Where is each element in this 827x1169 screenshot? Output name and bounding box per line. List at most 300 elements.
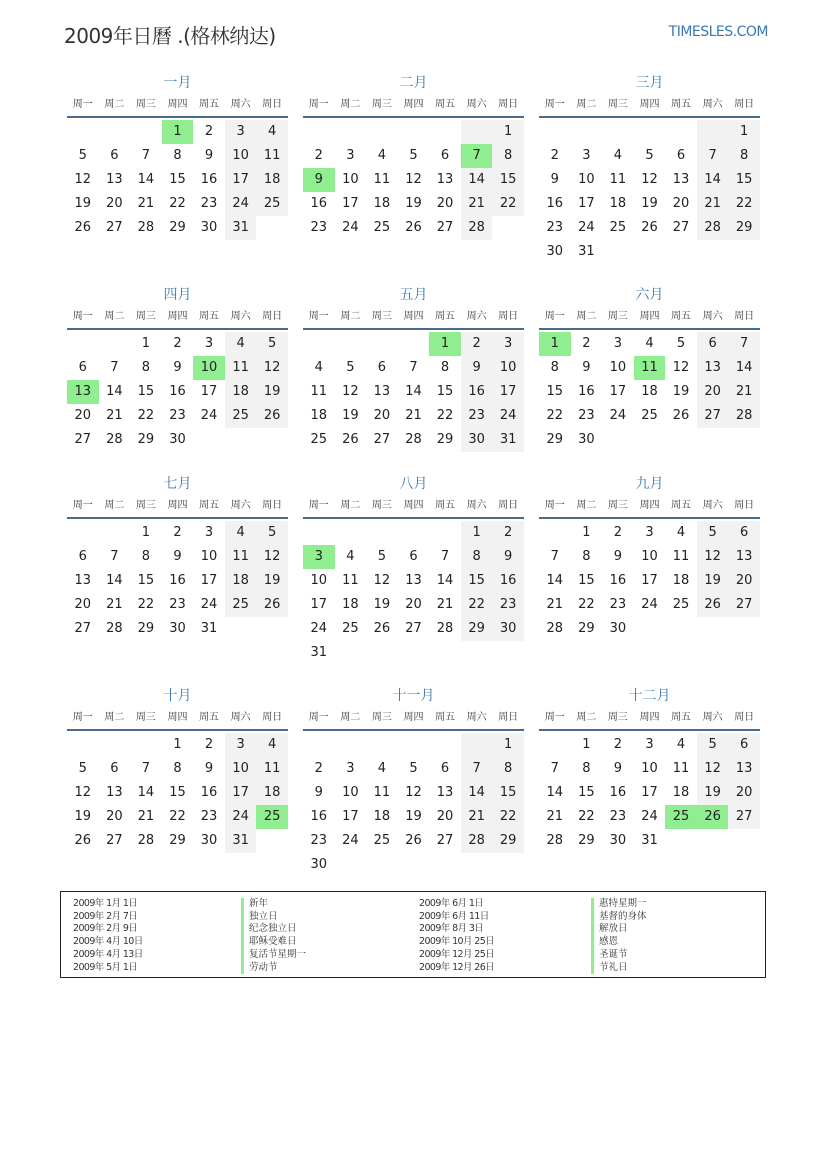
empty-cell: [225, 428, 257, 452]
day-cell: 24: [200, 408, 218, 423]
day-cell: 14: [405, 384, 422, 399]
day-cell: 2: [582, 336, 591, 351]
day-cell: 2: [314, 148, 323, 163]
day-cell: 8: [582, 549, 591, 564]
day-cell: 17: [492, 380, 524, 404]
month-title: 二月: [399, 75, 428, 91]
weekday-label: 周四: [403, 500, 424, 511]
day-cell: 22: [137, 408, 155, 423]
day-cell: 31: [225, 829, 257, 853]
day-cell: 11: [256, 757, 288, 781]
day-cell: 23: [609, 597, 627, 612]
week-row: [539, 593, 760, 617]
day-cell: 11: [373, 172, 391, 187]
weekday-label: 周二: [576, 99, 597, 110]
day-cell: 16: [169, 573, 186, 588]
weekday-label: 周二: [340, 311, 361, 322]
empty-cell: [303, 733, 335, 757]
day-cell: 31: [492, 428, 524, 452]
day-cell: 4: [676, 737, 686, 752]
day-cell: 14: [697, 168, 729, 192]
empty-cell: [335, 853, 367, 877]
day-cell: 25: [342, 621, 359, 636]
week-row: [539, 428, 760, 452]
week-row: [67, 781, 288, 805]
day-cell: 11: [225, 356, 257, 380]
weekday-label: 周一: [544, 500, 565, 511]
weekday-label: 周二: [104, 712, 125, 723]
page-title: 2009年日曆 .(格林纳达): [64, 24, 276, 48]
day-cell: 7: [461, 144, 493, 168]
day-cell: 7: [550, 549, 559, 564]
day-cell: 27: [436, 833, 454, 848]
empty-cell: [665, 240, 697, 264]
empty-cell: [67, 733, 99, 757]
day-cell: 16: [546, 196, 564, 211]
day-cell: 9: [492, 545, 524, 569]
day-cell: 26: [256, 404, 288, 428]
day-cell: 25: [373, 220, 391, 235]
day-cell: 9: [204, 761, 214, 776]
week-row: [303, 781, 524, 805]
week-row: [67, 593, 288, 617]
day-cell: 23: [310, 833, 328, 848]
day-cell: 7: [440, 549, 450, 564]
day-cell: 3: [613, 336, 623, 351]
holiday-name: 节礼日: [591, 962, 647, 975]
day-cell: 25: [609, 220, 627, 235]
day-cell: 5: [676, 336, 686, 351]
week-row: [539, 829, 760, 853]
day-cell: 5: [697, 521, 729, 545]
empty-cell: [461, 120, 493, 144]
day-cell: 20: [373, 408, 391, 423]
day-cell: 20: [728, 569, 760, 593]
week-row: [539, 617, 760, 641]
day-cell: 16: [200, 785, 218, 800]
empty-cell: [634, 240, 666, 264]
day-cell: 10: [193, 356, 225, 380]
day-cell: 27: [728, 593, 760, 617]
empty-cell: [429, 521, 461, 545]
day-cell: 8: [461, 545, 493, 569]
empty-cell: [492, 853, 524, 877]
day-cell: 25: [641, 408, 658, 423]
week-row: [67, 733, 288, 757]
day-cell: 3: [204, 525, 214, 540]
month-10: [67, 685, 288, 853]
week-row: [303, 805, 524, 829]
weekday-label: 周二: [104, 500, 125, 511]
week-row: [67, 356, 288, 380]
week-row: [303, 380, 524, 404]
empty-cell: [99, 332, 131, 356]
week-row: [67, 617, 288, 641]
weekday-label: 周一: [544, 99, 565, 110]
month-title: 五月: [399, 287, 428, 303]
holiday-date: 2009年 8月 3日: [419, 923, 484, 935]
day-cell: 7: [461, 757, 493, 781]
holiday-name: 独立日: [241, 911, 306, 924]
day-cell: 13: [728, 545, 760, 569]
day-cell: 7: [141, 761, 151, 776]
empty-cell: [697, 829, 729, 853]
holiday-name: 惠特星期一: [591, 898, 647, 911]
day-cell: 5: [409, 761, 418, 776]
day-cell: 28: [546, 833, 564, 848]
empty-cell: [665, 120, 697, 144]
weekday-label: 周五: [671, 500, 692, 511]
day-cell: 5: [409, 148, 418, 163]
day-cell: 26: [672, 408, 690, 423]
day-cell: 17: [641, 785, 658, 800]
week-row: [539, 168, 760, 192]
day-cell: 24: [578, 220, 595, 235]
empty-cell: [398, 521, 430, 545]
day-cell: 18: [609, 196, 627, 211]
day-cell: 14: [546, 785, 564, 800]
day-cell: 17: [225, 781, 257, 805]
day-cell: 31: [200, 621, 218, 636]
day-cell: 7: [141, 148, 151, 163]
day-cell: 5: [78, 148, 87, 163]
day-cell: 18: [373, 809, 391, 824]
weekday-label: 周日: [498, 311, 519, 322]
day-cell: 22: [169, 196, 186, 211]
day-cell: 21: [697, 192, 729, 216]
empty-cell: [398, 733, 430, 757]
day-cell: 2: [461, 332, 493, 356]
day-cell: 9: [582, 360, 591, 375]
day-cell: 8: [550, 360, 559, 375]
weekday-label: 周三: [135, 99, 156, 110]
empty-cell: [130, 120, 162, 144]
day-cell: 11: [256, 144, 288, 168]
weekday-label: 周四: [639, 99, 660, 110]
holiday-names-left: [241, 898, 306, 974]
month-title: 十月: [163, 688, 192, 704]
day-cell: 6: [728, 521, 760, 545]
day-cell: 13: [373, 384, 391, 399]
day-cell: 22: [728, 192, 760, 216]
empty-cell: [398, 641, 430, 665]
holiday-name: 基督的身体: [591, 911, 647, 924]
empty-cell: [67, 332, 99, 356]
day-cell: 9: [173, 360, 182, 375]
day-cell: 6: [110, 761, 119, 776]
month-title: 六月: [635, 287, 664, 303]
month-5: [303, 284, 524, 452]
month-title: 三月: [635, 75, 664, 91]
holiday-date: 2009年 2月 9日: [73, 923, 138, 935]
empty-cell: [303, 521, 335, 545]
empty-cell: [366, 733, 398, 757]
day-cell: 12: [672, 360, 690, 375]
day-cell: 21: [461, 805, 493, 829]
day-cell: 8: [173, 148, 182, 163]
day-cell: 12: [256, 545, 288, 569]
day-cell: 4: [377, 761, 387, 776]
day-cell: 17: [200, 384, 218, 399]
month-title: 九月: [635, 476, 664, 492]
day-cell: 21: [546, 597, 564, 612]
week-row: [539, 781, 760, 805]
weekday-label: 周六: [230, 311, 251, 322]
day-cell: 18: [672, 785, 690, 800]
empty-cell: [303, 120, 335, 144]
day-cell: 27: [672, 220, 690, 235]
day-cell: 25: [672, 597, 690, 612]
weekday-label: 周五: [435, 500, 456, 511]
day-cell: 23: [200, 196, 218, 211]
week-row: [303, 617, 524, 641]
day-cell: 26: [74, 220, 92, 235]
empty-cell: [366, 120, 398, 144]
weekday-label: 周一: [72, 311, 93, 322]
day-cell: 25: [256, 192, 288, 216]
brand-logo-text[interactable]: TIMESLES.COM: [668, 24, 768, 40]
day-cell: 22: [137, 597, 155, 612]
week-row: [539, 144, 760, 168]
day-cell: 30: [578, 432, 595, 447]
day-cell: 10: [342, 785, 359, 800]
empty-cell: [335, 641, 367, 665]
weekday-label: 周二: [104, 99, 125, 110]
weekday-label: 周六: [466, 500, 487, 511]
day-cell: 11: [634, 356, 666, 380]
week-row: [67, 545, 288, 569]
empty-cell: [461, 733, 493, 757]
day-cell: 28: [436, 621, 454, 636]
empty-cell: [67, 521, 99, 545]
empty-cell: [697, 617, 729, 641]
day-cell: 22: [492, 192, 524, 216]
day-cell: 1: [492, 120, 524, 144]
day-cell: 6: [440, 761, 450, 776]
day-cell: 18: [342, 597, 359, 612]
weekday-label: 周四: [639, 311, 660, 322]
week-row: [303, 569, 524, 593]
empty-cell: [728, 428, 760, 452]
empty-cell: [728, 240, 760, 264]
day-cell: 16: [492, 569, 524, 593]
day-cell: 5: [346, 360, 355, 375]
day-cell: 15: [169, 785, 186, 800]
week-row: [539, 332, 760, 356]
weekday-label: 周五: [199, 99, 220, 110]
day-cell: 10: [225, 757, 257, 781]
weekday-label: 周六: [230, 500, 251, 511]
day-cell: 5: [256, 332, 288, 356]
weekday-label: 周五: [199, 712, 220, 723]
day-cell: 13: [728, 757, 760, 781]
empty-cell: [602, 240, 634, 264]
day-cell: 5: [645, 148, 654, 163]
week-row: [539, 521, 760, 545]
holiday-list: [60, 891, 766, 978]
day-cell: 2: [314, 761, 323, 776]
empty-cell: [728, 617, 760, 641]
weekday-label: 周四: [167, 712, 188, 723]
day-cell: 20: [74, 597, 92, 612]
week-row: [303, 853, 524, 877]
day-cell: 27: [74, 621, 92, 636]
weekday-label: 周二: [340, 99, 361, 110]
week-row: [303, 545, 524, 569]
holiday-name: 感恩: [591, 936, 647, 949]
weekday-label: 周一: [544, 712, 565, 723]
weekday-label: 周三: [371, 99, 392, 110]
day-cell: 17: [641, 573, 658, 588]
day-cell: 14: [106, 573, 123, 588]
day-cell: 20: [106, 809, 123, 824]
day-cell: 22: [461, 593, 493, 617]
weekday-label: 周日: [262, 500, 283, 511]
day-cell: 13: [74, 573, 92, 588]
day-cell: 29: [578, 621, 595, 636]
day-cell: 14: [461, 168, 493, 192]
week-row: [303, 192, 524, 216]
week-row: [67, 380, 288, 404]
day-cell: 19: [405, 196, 422, 211]
weekday-label: 周五: [199, 500, 220, 511]
empty-cell: [366, 641, 398, 665]
empty-cell: [256, 428, 288, 452]
day-cell: 18: [310, 408, 328, 423]
day-cell: 7: [728, 332, 760, 356]
week-row: [67, 168, 288, 192]
day-cell: 11: [672, 761, 690, 776]
weekday-label: 周五: [671, 311, 692, 322]
empty-cell: [665, 829, 697, 853]
weekday-label: 周日: [734, 99, 755, 110]
weekday-label: 周五: [435, 311, 456, 322]
day-cell: 3: [492, 332, 524, 356]
empty-cell: [335, 332, 367, 356]
day-cell: 18: [641, 384, 658, 399]
week-row: [539, 192, 760, 216]
empty-cell: [602, 428, 634, 452]
day-cell: 11: [310, 384, 328, 399]
weekday-label: 周日: [262, 99, 283, 110]
day-cell: 28: [106, 432, 123, 447]
day-cell: 6: [110, 148, 119, 163]
day-cell: 20: [106, 196, 123, 211]
day-cell: 21: [137, 809, 155, 824]
weekday-label: 周三: [135, 712, 156, 723]
holiday-date: 2009年 10月 25日: [419, 936, 495, 948]
day-cell: 17: [310, 597, 328, 612]
weekday-label: 周一: [308, 712, 329, 723]
day-cell: 13: [436, 172, 454, 187]
empty-cell: [99, 521, 131, 545]
day-cell: 27: [728, 805, 760, 829]
weekday-label: 周三: [607, 311, 628, 322]
empty-cell: [634, 428, 666, 452]
week-row: [303, 733, 524, 757]
day-cell: 20: [697, 380, 729, 404]
weekday-label: 周一: [72, 712, 93, 723]
weekday-label: 周四: [403, 311, 424, 322]
day-cell: 28: [137, 220, 155, 235]
weekday-label: 周日: [498, 99, 519, 110]
empty-cell: [256, 216, 288, 240]
day-cell: 17: [578, 196, 595, 211]
day-cell: 28: [106, 621, 123, 636]
day-cell: 1: [582, 525, 591, 540]
weekday-label: 周日: [498, 500, 519, 511]
empty-cell: [697, 240, 729, 264]
week-row: [303, 757, 524, 781]
day-cell: 7: [110, 549, 119, 564]
empty-cell: [256, 829, 288, 853]
week-row: [539, 757, 760, 781]
day-cell: 30: [461, 428, 493, 452]
day-cell: 29: [546, 432, 564, 447]
day-cell: 29: [137, 432, 155, 447]
week-row: [539, 733, 760, 757]
day-cell: 19: [672, 384, 690, 399]
day-cell: 19: [697, 569, 729, 593]
weekday-label: 周四: [167, 311, 188, 322]
holiday-dates-left: [73, 898, 143, 974]
day-cell: 2: [550, 148, 559, 163]
holiday-name: 耶稣受难日: [241, 936, 306, 949]
day-cell: 26: [405, 833, 422, 848]
weekday-label: 周四: [639, 712, 660, 723]
week-row: [67, 144, 288, 168]
day-cell: 17: [342, 809, 359, 824]
day-cell: 15: [492, 781, 524, 805]
empty-cell: [461, 641, 493, 665]
day-cell: 21: [106, 597, 123, 612]
week-row: [539, 805, 760, 829]
day-cell: 5: [377, 549, 387, 564]
day-cell: 8: [173, 761, 182, 776]
day-cell: 16: [310, 196, 328, 211]
day-cell: 9: [613, 549, 623, 564]
day-cell: 6: [78, 360, 87, 375]
empty-cell: [130, 733, 162, 757]
day-cell: 19: [74, 196, 92, 211]
holiday-name: 新年: [241, 898, 306, 911]
week-row: [303, 332, 524, 356]
weekday-header: [539, 495, 760, 519]
weekday-label: 周四: [167, 500, 188, 511]
day-cell: 29: [169, 833, 186, 848]
weekday-header: [67, 306, 288, 330]
weekday-label: 周二: [576, 500, 597, 511]
day-cell: 13: [436, 785, 454, 800]
day-cell: 2: [204, 737, 214, 752]
day-cell: 6: [676, 148, 686, 163]
day-cell: 15: [728, 168, 760, 192]
day-cell: 21: [728, 380, 760, 404]
day-cell: 5: [256, 521, 288, 545]
day-cell: 17: [200, 573, 218, 588]
day-cell: 25: [256, 805, 288, 829]
empty-cell: [335, 120, 367, 144]
day-cell: 1: [492, 733, 524, 757]
month-11: [303, 685, 524, 877]
weekday-label: 周五: [671, 712, 692, 723]
day-cell: 4: [613, 148, 623, 163]
weekday-label: 周日: [262, 712, 283, 723]
week-row: [303, 120, 524, 144]
weekday-header: [303, 306, 524, 330]
day-cell: 1: [539, 332, 571, 356]
holiday-date: 2009年 4月 13日: [73, 948, 143, 960]
